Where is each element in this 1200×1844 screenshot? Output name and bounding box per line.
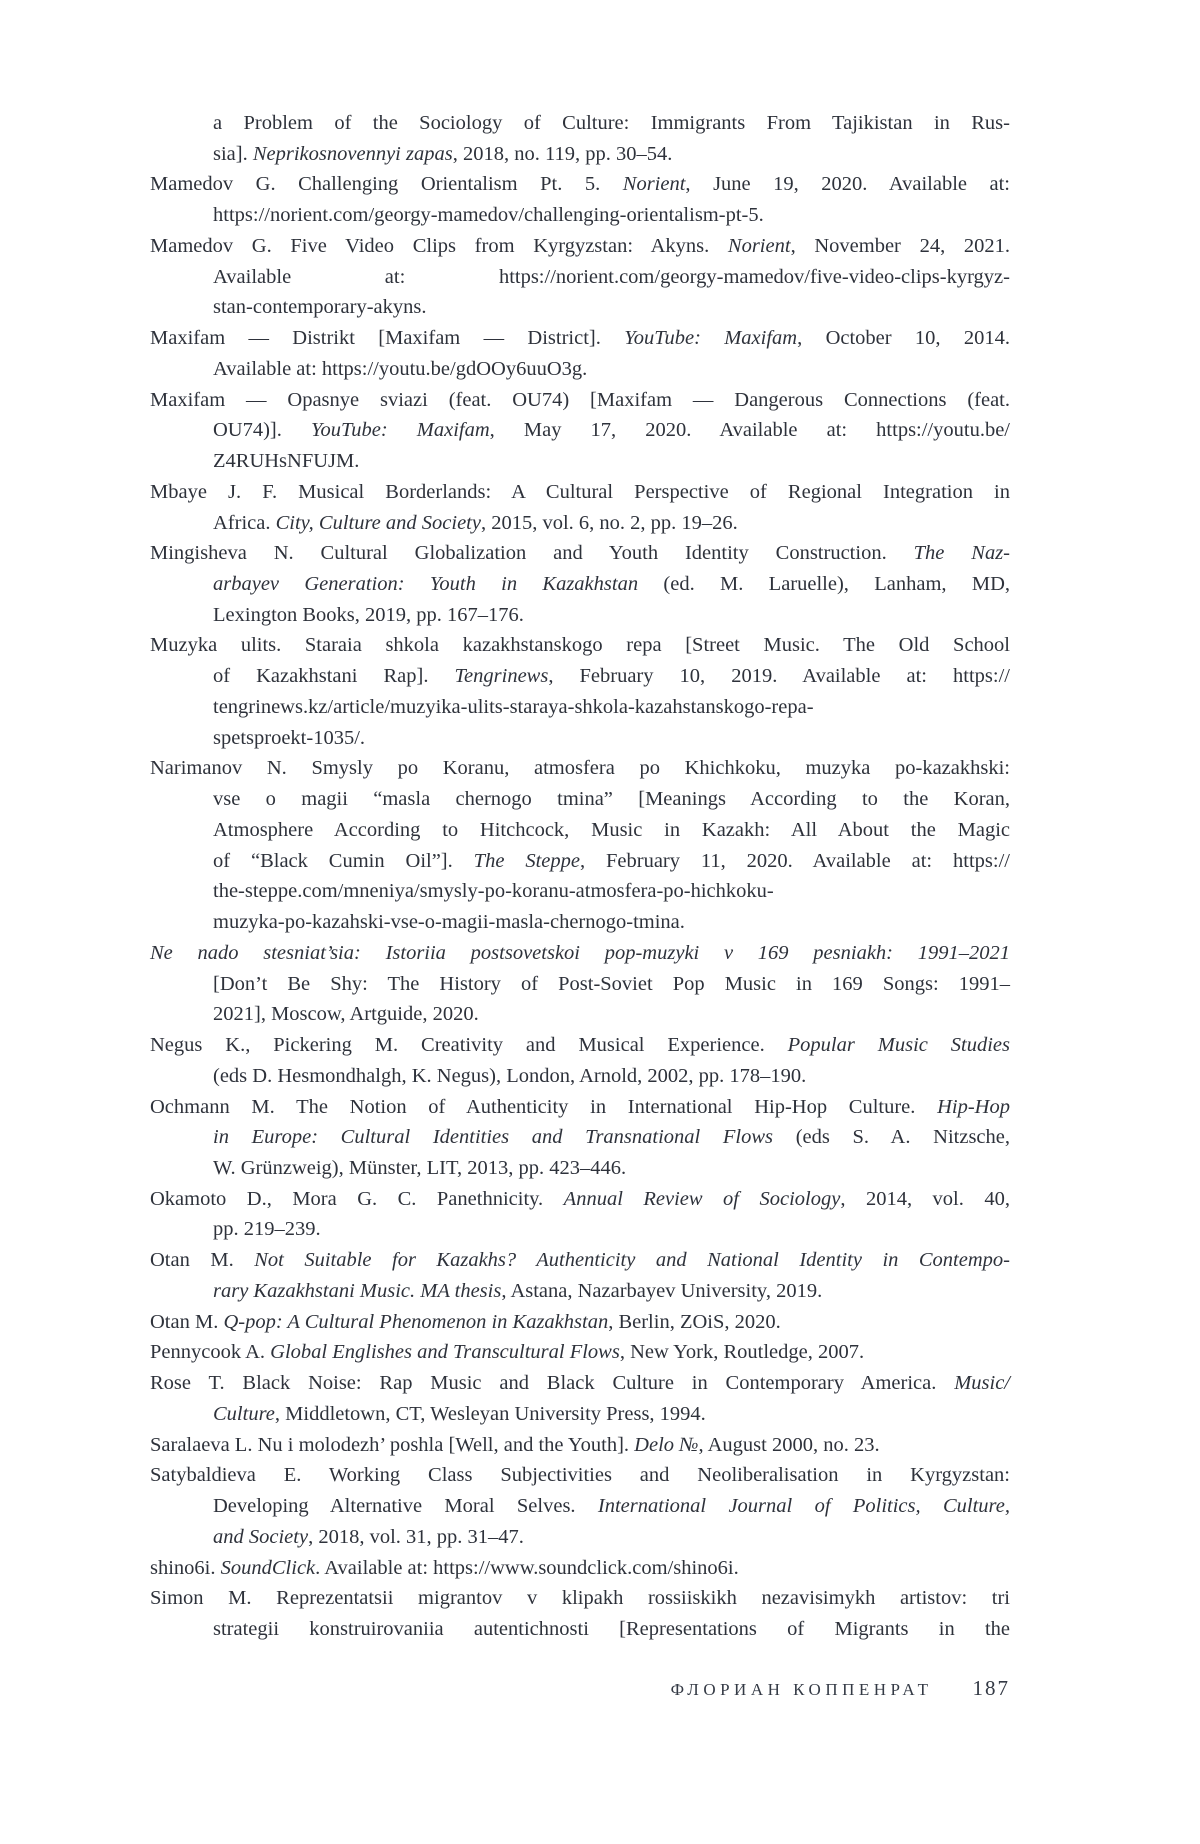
bibliography-entry — [150, 1030, 1010, 1091]
entry-line: Pennycook A. Global Englishes and Transcultural Flows, New York, Routledge, 2007. — [150, 1341, 865, 1364]
entry-line: https://norient.com/georgy-mamedov/challenging-orientalism-pt-5. — [213, 204, 764, 227]
bibliography-entry — [150, 1307, 1010, 1338]
entry-line: shino6i. SoundClick. Available at: https://www.soundclick.com/shino6i. — [150, 1556, 739, 1579]
entry-line: Otan M. Q-pop: A Cultural Phenomenon in Kazakhstan, Berlin, ZOiS, 2020. — [150, 1310, 781, 1333]
entry-line: Available at: https://norient.com/georgy-mamedov/five-video-clips-kyrgyz- — [213, 265, 1010, 288]
footer-page-number: 187 — [972, 1676, 1010, 1700]
bibliography-entry — [150, 630, 1010, 753]
entry-line: Satybaldieva E. Working Class Subjectivities and Neoliberalisation in Kyrgyzstan: — [150, 1464, 1010, 1487]
entry-line: Ochmann M. The Notion of Authenticity in International Hip-Hop Culture. Hip-Hop — [150, 1095, 1010, 1118]
entry-line: Culture, Middletown, CT, Wesleyan University Press, 1994. — [213, 1402, 706, 1425]
entry-line: tengrinews.kz/article/muzyika-ulits-staraya-shkola-kazahstanskogo-repa- — [213, 695, 814, 718]
bibliography-entry — [150, 753, 1010, 937]
entry-line: Lexington Books, 2019, pp. 167–176. — [213, 603, 524, 626]
entry-line: Muzyka ulits. Staraia shkola kazakhstanskogo repa [Street Music. The Old School — [150, 634, 1010, 657]
entry-line: and Society, 2018, vol. 31, pp. 31–47. — [213, 1525, 524, 1548]
entry-line: Maxifam — Opasnye sviazi (feat. OU74) [Maxifam — Dangerous Connections (feat. — [150, 388, 1010, 411]
entry-line: the-steppe.com/mneniya/smysly-po-koranu-atmosfera-po-hichkoku- — [213, 880, 774, 903]
entry-line: pp. 219–239. — [213, 1218, 321, 1241]
bibliography-entry — [150, 1184, 1010, 1245]
entry-line: [Don’t Be Shy: The History of Post-Soviet Pop Music in 169 Songs: 1991– — [213, 972, 1010, 995]
bibliography-entry — [150, 1430, 1010, 1461]
entry-line: Mamedov G. Five Video Clips from Kyrgyzstan: Akyns. Norient, November 24, 2021. — [150, 234, 1010, 257]
bibliography-entry — [150, 323, 1010, 384]
entry-line: Otan M. Not Suitable for Kazakhs? Authenticity and National Identity in Contempo- — [150, 1249, 1010, 1272]
bibliography-entry — [150, 1460, 1010, 1552]
entry-line: stan-contemporary-akyns. — [213, 296, 427, 319]
entry-line: of Kazakhstani Rap]. Tengrinews, February 10, 2019. Available at: https:// — [213, 665, 1010, 688]
entry-line: W. Grünzweig), Münster, LIT, 2013, pp. 423–446. — [213, 1156, 627, 1179]
entry-line: Atmosphere According to Hitchcock, Music in Kazakh: All About the Magic — [213, 818, 1010, 841]
bibliography-entry — [150, 1092, 1010, 1184]
entry-line: Okamoto D., Mora G. C. Panethnicity. Annual Review of Sociology, 2014, vol. 40, — [150, 1187, 1010, 1210]
entry-line: Developing Alternative Moral Selves. International Journal of Politics, Culture, — [213, 1495, 1011, 1518]
entry-line: Mamedov G. Challenging Orientalism Pt. 5. Norient, June 19, 2020. Available at: — [150, 173, 1010, 196]
bibliography-entry — [150, 1245, 1010, 1306]
entry-line: strategii konstruirovaniia autentichnosti [Representations of Migrants in the — [213, 1617, 1010, 1640]
entry-line: Africa. City, Culture and Society, 2015, vol. 6, no. 2, pp. 19–26. — [213, 511, 738, 534]
entry-line: Mbaye J. F. Musical Borderlands: A Cultural Perspective of Regional Integration in — [150, 480, 1010, 503]
bibliography-entry — [150, 169, 1010, 230]
entry-line: Saralaeva L. Nu i molodezh’ poshla [Well, and the Youth]. Delo №, August 2000, no. 23. — [150, 1433, 880, 1456]
entry-line: of “Black Cumin Oil”]. The Steppe, February 11, 2020. Available at: https:// — [213, 849, 1010, 872]
entry-line: a Problem of the Sociology of Culture: Immigrants From Tajikistan in Rus- — [213, 112, 1010, 134]
entry-line: Mingisheva N. Cultural Globalization and Youth Identity Construction. The Naz- — [150, 542, 1010, 565]
entry-line: arbayev Generation: Youth in Kazakhstan (ed. M. Laruelle), Lanham, MD, — [213, 573, 1010, 596]
entry-line: vse o magii “masla chernogo tmina” [Meanings According to the Koran, — [213, 788, 1010, 811]
entry-line: Maxifam — Distrikt [Maxifam — District]. YouTube: Maxifam, October 10, 2014. — [150, 327, 1010, 350]
bibliography-entry — [150, 938, 1010, 1030]
bibliography-entry — [150, 538, 1010, 630]
entry-line: rary Kazakhstani Music. MA thesis, Astana, Nazarbayev University, 2019. — [213, 1279, 823, 1302]
bibliography-entry — [150, 108, 1010, 169]
entry-line: Available at: https://youtu.be/gdOOy6uuO3g. — [213, 357, 588, 380]
bibliography-entry — [150, 477, 1010, 538]
bibliography-entry — [150, 385, 1010, 477]
entry-line: in Europe: Cultural Identities and Transnational Flows (eds S. A. Nitzsche, — [213, 1126, 1010, 1149]
entry-line: 2021], Moscow, Artguide, 2020. — [213, 1003, 479, 1026]
footer-author: ФЛОРИАН КОППЕНРАТ — [670, 1680, 933, 1699]
entry-line: spetsproekt-1035/. — [213, 726, 366, 749]
entry-line: Rose T. Black Noise: Rap Music and Black Culture in Contemporary America. Music/ — [150, 1372, 1010, 1395]
entry-line: OU74)]. YouTube: Maxifam, May 17, 2020. Available at: https://youtu.be/ — [213, 419, 1010, 442]
entry-line: muzyka-po-kazahski-vse-o-magii-masla-chernogo-tmina. — [213, 911, 685, 934]
bibliography-entry — [150, 1368, 1010, 1429]
bibliography-entry — [150, 231, 1010, 323]
page-footer — [150, 1676, 1010, 1701]
entry-line: Z4RUHsNFUJM. — [213, 450, 360, 473]
bibliography-entry — [150, 1583, 1010, 1644]
entry-line: (eds D. Hesmondhalgh, K. Negus), London, Arnold, 2002, pp. 178–190. — [213, 1064, 807, 1087]
entry-line: Narimanov N. Smysly po Koranu, atmosfera po Khichkoku, muzyka po-kazakhski: — [150, 757, 1010, 780]
bibliography-entry — [150, 1553, 1010, 1584]
entry-line: Ne nado stesniat’sia: Istoriia postsovetskoi pop-muzyki v 169 pesniakh: 1991–2021 — [150, 941, 1010, 964]
entry-line: Simon M. Reprezentatsii migrantov v klipakh rossiiskikh nezavisimykh artistov: tri — [150, 1587, 1010, 1610]
entry-line: sia]. Neprikosnovennyi zapas, 2018, no. 119, pp. 30–54. — [213, 142, 673, 165]
bibliography — [150, 108, 1010, 1645]
bibliography-entry — [150, 1337, 1010, 1368]
entry-line: Negus K., Pickering M. Creativity and Musical Experience. Popular Music Studies — [150, 1034, 1011, 1057]
